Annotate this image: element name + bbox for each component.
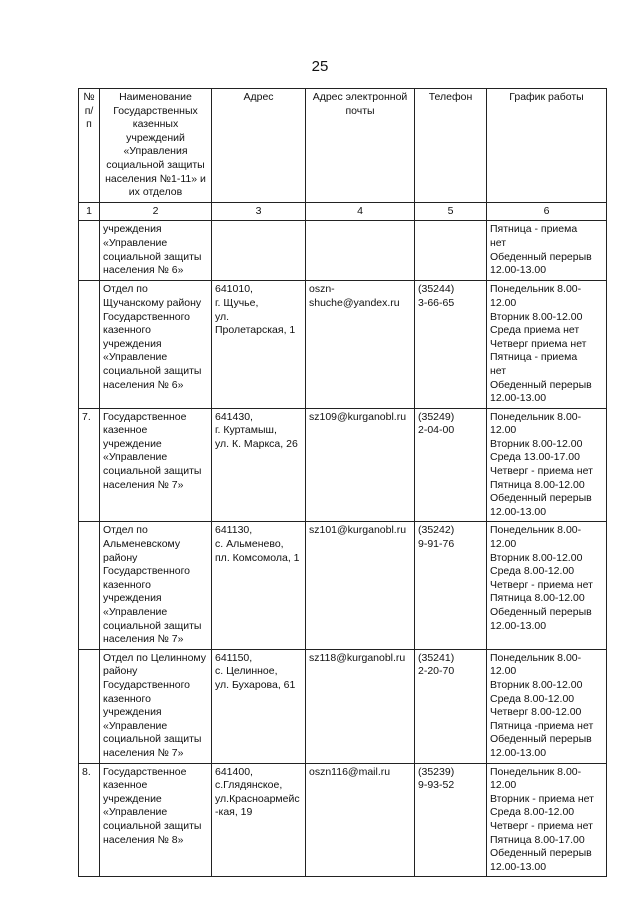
office-schedule-line: Пятница - приема [490, 351, 578, 364]
office-schedule-line: 12.00 [490, 424, 517, 437]
office-name-line: Государственного [103, 565, 191, 578]
office-schedule-line: Среда 13.00-17.00 [490, 451, 580, 464]
office-schedule-line: нет [490, 364, 507, 377]
office-phone [415, 408, 487, 522]
row-number [79, 221, 100, 281]
header-name: Наименование Государственных казенных учреждений «Управления социальной защиты населения №1-11» и их отделов [100, 89, 212, 203]
office-phone [415, 281, 487, 408]
office-schedule-line: Четверг приема нет [490, 337, 587, 350]
office-schedule-line: 12.00 [490, 538, 517, 551]
office-email [306, 221, 415, 281]
office-schedule-line: Понедельник 8.00- [490, 410, 582, 423]
office-phone [415, 649, 487, 763]
office-name-line: социальной защиты [103, 619, 202, 632]
office-address-line: ул. [215, 310, 230, 323]
header-schedule: График работы [487, 89, 607, 203]
table-header-row [79, 89, 607, 203]
office-name [100, 408, 212, 522]
office-name-line: казенного [103, 324, 151, 337]
office-schedule-line: Вторник - приема нет [490, 792, 594, 805]
office-schedule-line: Вторник 8.00-12.00 [490, 310, 583, 323]
office-name-line: казенное учреждение [103, 779, 162, 805]
office-name-line: Отдел по Целинному [103, 651, 207, 664]
office-schedule-line: 12.00-13.00 [490, 746, 547, 759]
office-schedule-line: 12.00-13.00 [490, 860, 547, 873]
office-schedule-line: Обеденный перерыв [490, 733, 592, 746]
office-schedule [487, 281, 607, 408]
office-name [100, 522, 212, 649]
office-schedule-line: Четверг 8.00-12.00 [490, 706, 582, 719]
office-name [100, 221, 212, 281]
table-row [79, 649, 607, 763]
office-address [212, 763, 306, 877]
office-schedule-line: Четверг - приема нет [490, 578, 593, 591]
office-name-line: социальной защиты [103, 250, 202, 263]
office-phone-line: 3-66-65 [418, 296, 455, 309]
office-name-line: Государственного [103, 310, 191, 323]
office-schedule [487, 408, 607, 522]
office-schedule-line: нет [490, 236, 507, 249]
office-address [212, 649, 306, 763]
row-number [79, 281, 100, 408]
office-address-line: -кая, 19 [215, 806, 253, 819]
office-address-line: с.Глядянское, [215, 779, 283, 792]
office-name-line: населения № 7» [103, 478, 184, 491]
office-schedule-line: Обеденный перерыв [490, 250, 592, 263]
table-row [79, 221, 607, 281]
office-schedule-line: Вторник 8.00-12.00 [490, 551, 583, 564]
column-number: 5 [415, 202, 487, 221]
row-number: 7. [79, 408, 100, 522]
office-name-line: «Управление [103, 719, 168, 732]
table-row [79, 281, 607, 408]
office-phone-line: 2-20-70 [418, 665, 455, 678]
office-address [212, 522, 306, 649]
office-name-line: населения № 8» [103, 833, 184, 846]
office-address [212, 281, 306, 408]
row-number [79, 522, 100, 649]
office-schedule-line: Вторник 8.00-12.00 [490, 437, 583, 450]
office-schedule-line: Среда приема нет [490, 324, 580, 337]
office-name-line: Альменевскому [103, 538, 181, 551]
office-phone-line: 2-04-00 [418, 424, 455, 437]
office-name-line: социальной защиты [103, 465, 202, 478]
office-name-line: Отдел по [103, 524, 148, 537]
office-name-line: населения № 6» [103, 378, 184, 391]
office-schedule [487, 649, 607, 763]
row-number: 8. [79, 763, 100, 877]
office-schedule-line: Пятница 8.00-12.00 [490, 592, 585, 605]
column-number: 3 [212, 202, 306, 221]
office-schedule-line: Обеденный перерыв [490, 606, 592, 618]
office-email-line: sz101@kurganobl.ru [309, 524, 407, 537]
office-name-line: казенное учреждение [103, 424, 162, 450]
office-address [212, 221, 306, 281]
table-row [79, 408, 607, 522]
row-number [79, 649, 100, 763]
office-name-line: социальной защиты [103, 364, 202, 377]
office-schedule [487, 522, 607, 649]
office-name-line: Государственное [103, 410, 187, 423]
office-address-line: с. Альменево, [215, 538, 284, 551]
office-address-line: пл. Комсомола, 1 [215, 551, 300, 564]
office-email-line: oszn116@mail.ru [309, 765, 391, 778]
office-name-line: Государственного [103, 678, 191, 691]
office-address-line: Пролетарская, 1 [215, 324, 296, 337]
office-address-line: 641130, [215, 524, 253, 537]
office-name-line: казенного [103, 692, 151, 705]
office-schedule [487, 763, 607, 877]
office-address-line: 641010, [215, 283, 253, 296]
column-number: 6 [487, 202, 607, 221]
office-name-line: «Управление [103, 451, 168, 464]
office-email [306, 522, 415, 649]
office-name [100, 649, 212, 763]
column-number: 1 [79, 202, 100, 221]
office-schedule-line: Среда 8.00-12.00 [490, 806, 575, 819]
office-name-line: населения № 7» [103, 633, 184, 646]
office-name-line: населения № 7» [103, 746, 184, 759]
office-phone [415, 522, 487, 649]
office-schedule [487, 221, 607, 281]
office-email [306, 281, 415, 408]
column-number: 4 [306, 202, 415, 221]
office-address-line: 641430, [215, 410, 253, 423]
offices-table [78, 88, 607, 877]
office-name-line: Отдел по [103, 283, 148, 296]
office-name-line: учреждения [103, 337, 162, 350]
office-name-line: Щучанскому району [103, 296, 202, 309]
office-schedule-line: Пятница 8.00-17.00 [490, 833, 585, 846]
office-phone-line: (35249) [418, 410, 455, 423]
office-schedule-line: Пятница 8.00-12.00 [490, 478, 585, 491]
office-name-line: «Управление [103, 351, 168, 364]
office-address-line: ул. К. Маркса, 26 [215, 437, 298, 450]
office-schedule-line: Понедельник 8.00- [490, 651, 582, 664]
office-name-line: району [103, 551, 138, 564]
office-address [212, 408, 306, 522]
office-schedule-line: Пятница -приема нет [490, 719, 594, 732]
office-phone [415, 221, 487, 281]
office-name [100, 281, 212, 408]
office-phone-line: 9-91-76 [418, 538, 455, 551]
office-schedule-line: 12.00 [490, 665, 517, 678]
table-body [79, 221, 607, 877]
office-schedule-line: 12.00-13.00 [490, 505, 547, 518]
office-name-line: «Управление [103, 606, 168, 618]
office-name-line: «Управление [103, 806, 168, 819]
office-address-line: 641150, [215, 651, 253, 664]
office-schedule-line: 12.00 [490, 296, 517, 309]
page-number: 25 [311, 58, 329, 75]
office-schedule-line: Вторник 8.00-12.00 [490, 678, 583, 691]
office-schedule-line: Понедельник 8.00- [490, 283, 582, 296]
office-schedule-line: Обеденный перерыв [490, 847, 592, 860]
office-schedule-line: Понедельник 8.00- [490, 765, 582, 778]
office-schedule-line: 12.00-13.00 [490, 392, 547, 405]
column-number: 2 [100, 202, 212, 221]
office-name [100, 763, 212, 877]
office-email [306, 649, 415, 763]
table-row [79, 522, 607, 649]
table-row [79, 763, 607, 877]
office-schedule-line: Обеденный перерыв [490, 492, 592, 505]
office-email [306, 408, 415, 522]
office-name-line: учреждения [103, 706, 162, 719]
office-phone-line: (35242) [418, 524, 455, 537]
office-phone-line: (35239) [418, 765, 455, 778]
office-schedule-line: Среда 8.00-12.00 [490, 692, 575, 705]
header-phone: Телефон [415, 89, 487, 203]
office-address-line: ул. Бухарова, 61 [215, 678, 296, 691]
office-schedule-line: 12.00-13.00 [490, 619, 547, 632]
office-address-line: г. Куртамыш, [215, 424, 277, 437]
office-schedule-line: Понедельник 8.00- [490, 524, 582, 537]
office-email-line: oszn- [309, 283, 335, 296]
office-address-line: 641400, [215, 765, 253, 778]
office-schedule-line: Четверг - приема нет [490, 465, 593, 478]
office-schedule-line: Четверг - приема нет [490, 819, 593, 832]
office-name-line: учреждения [103, 592, 162, 605]
header-address: Адрес [212, 89, 306, 203]
office-phone-line: 9-93-52 [418, 779, 455, 792]
office-phone-line: (35244) [418, 283, 455, 296]
column-number-row [79, 202, 607, 221]
header-number: № п/п [79, 89, 100, 203]
office-name-line: «Управление [103, 236, 168, 249]
office-email [306, 763, 415, 877]
office-name-line: району [103, 665, 138, 678]
office-name-line: социальной защиты [103, 819, 202, 832]
office-email-line: sz109@kurganobl.ru [309, 410, 407, 423]
office-schedule-line: 12.00 [490, 779, 517, 792]
office-email-line: sz118@kurganobl.ru [309, 651, 406, 664]
office-phone-line: (35241) [418, 651, 455, 664]
office-phone [415, 763, 487, 877]
office-schedule-line: Среда 8.00-12.00 [490, 565, 575, 578]
office-address-line: г. Щучье, [215, 296, 259, 309]
office-name-line: населения № 6» [103, 264, 184, 277]
header-email: Адрес электронной почты [306, 89, 415, 203]
office-name-line: Государственное [103, 765, 187, 778]
office-schedule-line: Пятница - приема [490, 223, 578, 236]
office-schedule-line: Обеденный перерыв [490, 378, 592, 391]
office-address-line: с. Целинное, [215, 665, 278, 678]
office-email-line: shuche@yandex.ru [309, 296, 400, 309]
office-address-line: ул.Красноармейс [215, 792, 300, 805]
office-name-line: казенного [103, 578, 151, 591]
office-name-line: социальной защиты [103, 733, 202, 746]
office-name-line: учреждения [103, 223, 162, 236]
office-schedule-line: 12.00-13.00 [490, 264, 547, 277]
